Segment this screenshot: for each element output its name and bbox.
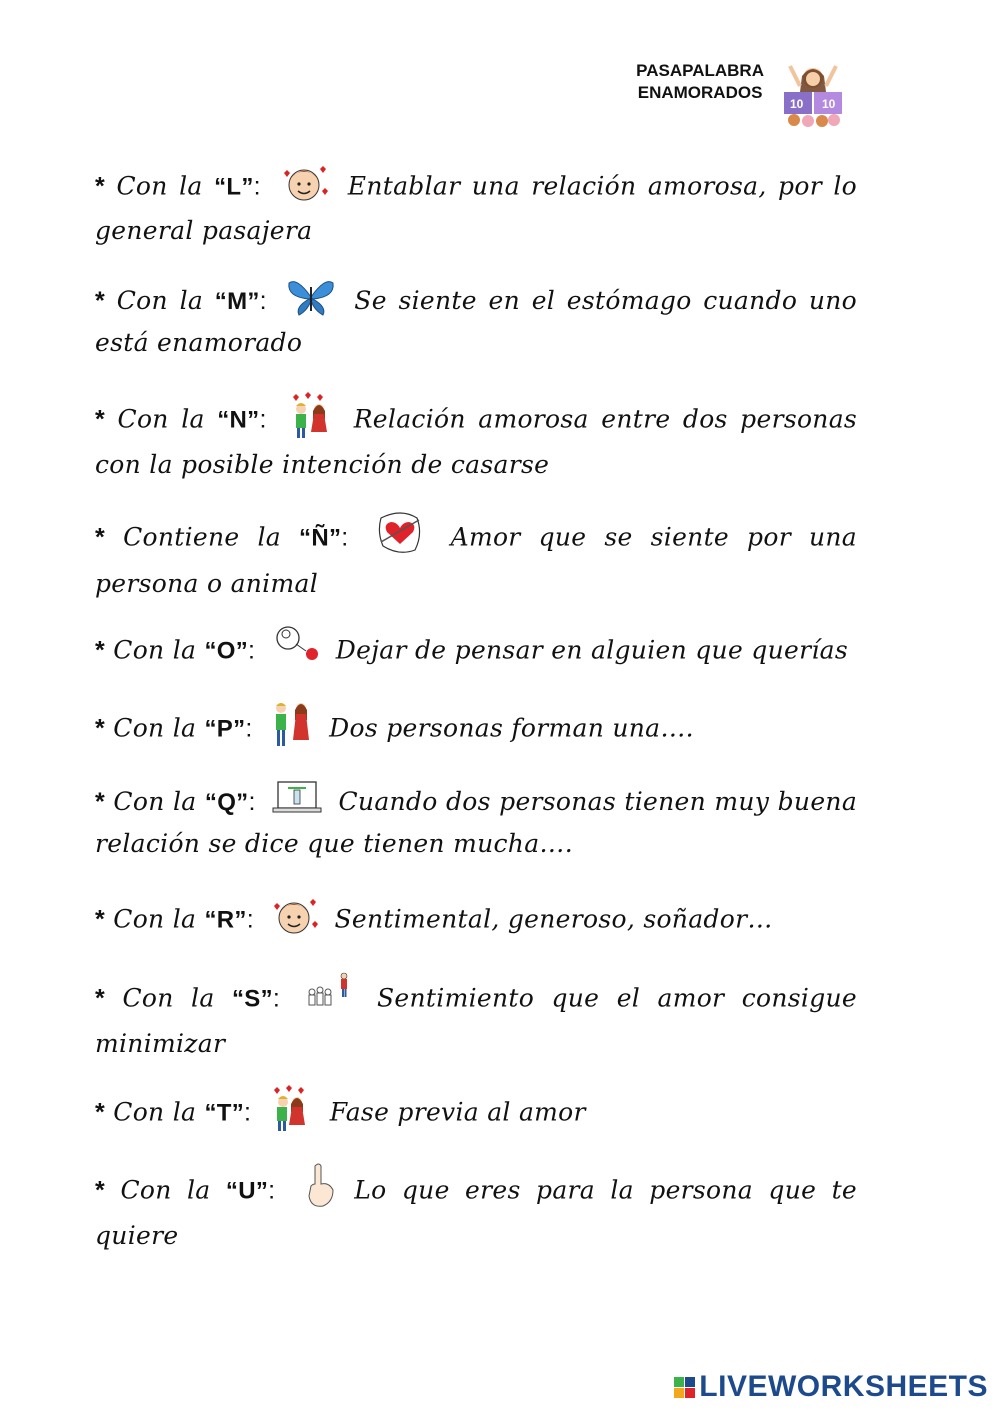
brand-name: LIVEWORKSHEETS: [699, 1370, 988, 1403]
butterfly-icon: [287, 277, 335, 317]
clue-letter: “P”: [204, 715, 246, 743]
clue-prefix: Con la: [116, 286, 204, 315]
face-hearts-icon: [280, 159, 328, 205]
clue-definition: Lo que eres para la persona que te quiere: [95, 1175, 858, 1250]
clue-t: * Con la “T”: Fase previa al amor: [95, 1090, 857, 1138]
clue-definition: Dos personas forman una….: [329, 713, 694, 743]
clue-definition: Dejar de pensar en alguien que querías: [335, 635, 848, 665]
clue-prefix: Con la: [113, 713, 197, 743]
clue-definition: Entablar una relación amorosa, por lo general pasajera: [95, 171, 858, 245]
clue-definition: Se siente en el estómago cuando uno está enamorado: [95, 286, 858, 357]
lonely-person-icon: [306, 970, 352, 1018]
clue-definition: Amor que se siente por una persona o animal: [95, 522, 857, 598]
heart-arrow-icon: [375, 508, 425, 558]
clue-definition: Fase previa al amor: [329, 1097, 586, 1127]
clue-n: * Con la “N”: Relación amorosa entre dos personas con la posible intención de casarse: [95, 397, 857, 485]
title-line-1: PASAPALABRA: [636, 61, 764, 80]
svg-text:10: 10: [822, 97, 836, 111]
clue-definition: Sentimental, generoso, soñador…: [334, 904, 773, 934]
clue-letter: “R”: [204, 906, 247, 934]
forget-icon: [272, 624, 320, 668]
clue-u: * Con la “U”: Lo que eres para la persona que te quiere: [95, 1168, 857, 1256]
clue-prefix: Con la: [122, 983, 215, 1013]
laptop-icon: [272, 778, 322, 818]
liveworksheets-logo: [674, 1370, 988, 1404]
clue-letter: “O”: [204, 637, 249, 665]
clue-l: * Con la “L”: Entablar una relación amorosa, por lo general pasajera: [95, 165, 857, 251]
couple-kiss-icon: [268, 1084, 314, 1132]
clue-p: * Con la “P”: Dos personas forman una….: [95, 706, 857, 754]
clue-s: * Con la “S”: Sentimiento que el amor consigue minimizar: [95, 976, 857, 1064]
logo-icon: [674, 1377, 695, 1398]
couple-hearts-icon: [287, 391, 333, 439]
clue-prefix: Con la: [113, 787, 197, 816]
clue-prefix: Con la: [116, 171, 203, 201]
clue-letter: “L”: [214, 173, 254, 201]
clue-letter: “U”: [225, 1177, 269, 1205]
clue-r: * Con la “R”: Sentimental, generoso, soñador…: [95, 898, 857, 944]
face-hearts-icon: [270, 892, 318, 938]
clue-prefix: Con la: [120, 1175, 211, 1205]
clue-enye: * Contiene la “Ñ”: Amor que se siente por una persona o animal: [95, 514, 857, 604]
teacher-avatar-icon: [782, 62, 844, 128]
clue-prefix: Con la: [113, 904, 197, 934]
couple-icon: [269, 700, 313, 748]
clue-q: * Con la “Q”: Cuando dos personas tienen muy buena relación se dice que tienen mucha….: [95, 782, 857, 864]
clue-letter: “Q”: [204, 789, 249, 816]
clue-definition: Cuando dos personas tienen muy buena relación se dice que tienen mucha….: [95, 787, 858, 858]
clue-prefix: Contiene la: [123, 522, 282, 552]
clue-letter: “M”: [214, 288, 260, 315]
clue-prefix: Con la: [117, 404, 205, 434]
title-line-2: ENAMORADOS: [637, 83, 763, 102]
clue-definition: Sentimiento que el amor consigue minimizar: [95, 983, 858, 1058]
clue-prefix: Con la: [113, 635, 197, 665]
clue-letter: “N”: [217, 406, 260, 434]
finger-one-icon: [299, 1162, 339, 1210]
clue-letter: “Ñ”: [299, 524, 342, 552]
clue-letter: “T”: [204, 1099, 245, 1127]
clue-o: * Con la “O”: Dejar de pensar en alguien que querías: [95, 630, 857, 674]
clue-m: * Con la “M”: Se siente en el estómago cuando uno está enamorado: [95, 281, 857, 363]
clue-prefix: Con la: [113, 1097, 197, 1127]
clue-definition: Relación amorosa entre dos personas con la posible intención de casarse: [95, 404, 858, 479]
clue-letter: “S”: [231, 985, 273, 1013]
svg-text:10: 10: [790, 97, 804, 111]
worksheet-title: [636, 60, 764, 104]
